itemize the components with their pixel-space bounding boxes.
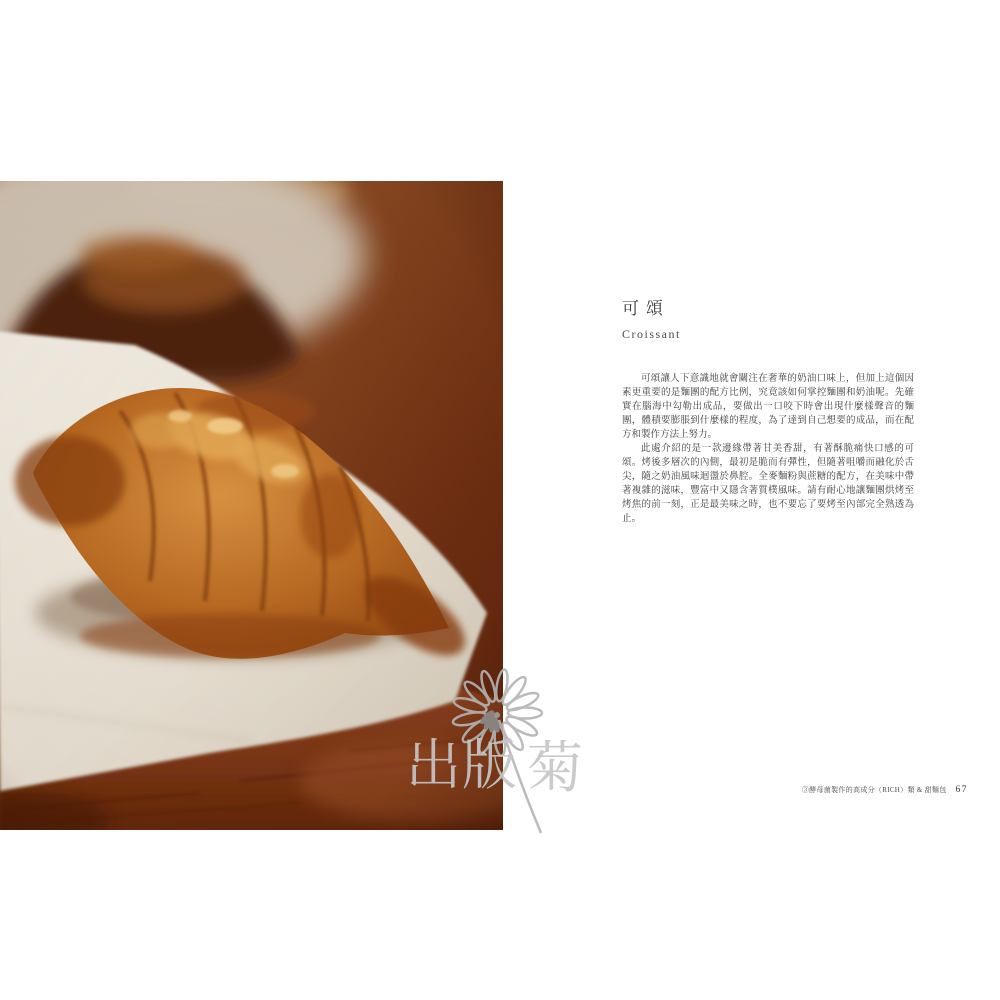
article-column xyxy=(622,300,914,526)
page-footer xyxy=(802,785,968,795)
paragraph: 可頌讓人下意識地就會關注在奢華的奶油口味上，但加上這個因素更重要的是麵團的配方比例，究竟該如何掌控麵團和奶油呢。先確實在腦海中勾勒出成品，要做出一口咬下時會出現什麼樣聲音的麵團，體積要膨脹到什麼樣的程度，為了達到自己想要的成品，而在配方和製作方法上努力。 xyxy=(622,374,914,440)
watermark-text-right: 菊 xyxy=(527,738,584,800)
chapter-title: ③酵母菌製作的高成分（RICH）類 & 甜麵包 xyxy=(801,786,947,794)
paragraph: 此處介紹的是一款邊緣帶著甘美香甜，有著酥脆痛快口感的可頌。烤後多層次的內側，最初是脆而有彈性，但隨著咀嚼而融化於舌尖，隨之奶油風味迴盪於鼻腔。全麥麵粉與蔗糖的配方，在美味中帶著複雜的滋味，豐富中又隱含著質樸風味。請有耐心地讓麵團烘烤至烤焦的前一刻，正是最美味之時，也不要忘了要烤至內部完全熟透為止。 xyxy=(622,444,914,524)
page-title: 可頌 xyxy=(622,299,670,318)
body-text xyxy=(622,372,914,526)
croissant-photo-art xyxy=(0,181,503,830)
page-subtitle: Croissant xyxy=(622,327,681,341)
page-number: 67 xyxy=(955,785,968,795)
croissant-photo xyxy=(0,181,503,830)
watermark-text-left: 出版 xyxy=(406,735,519,796)
